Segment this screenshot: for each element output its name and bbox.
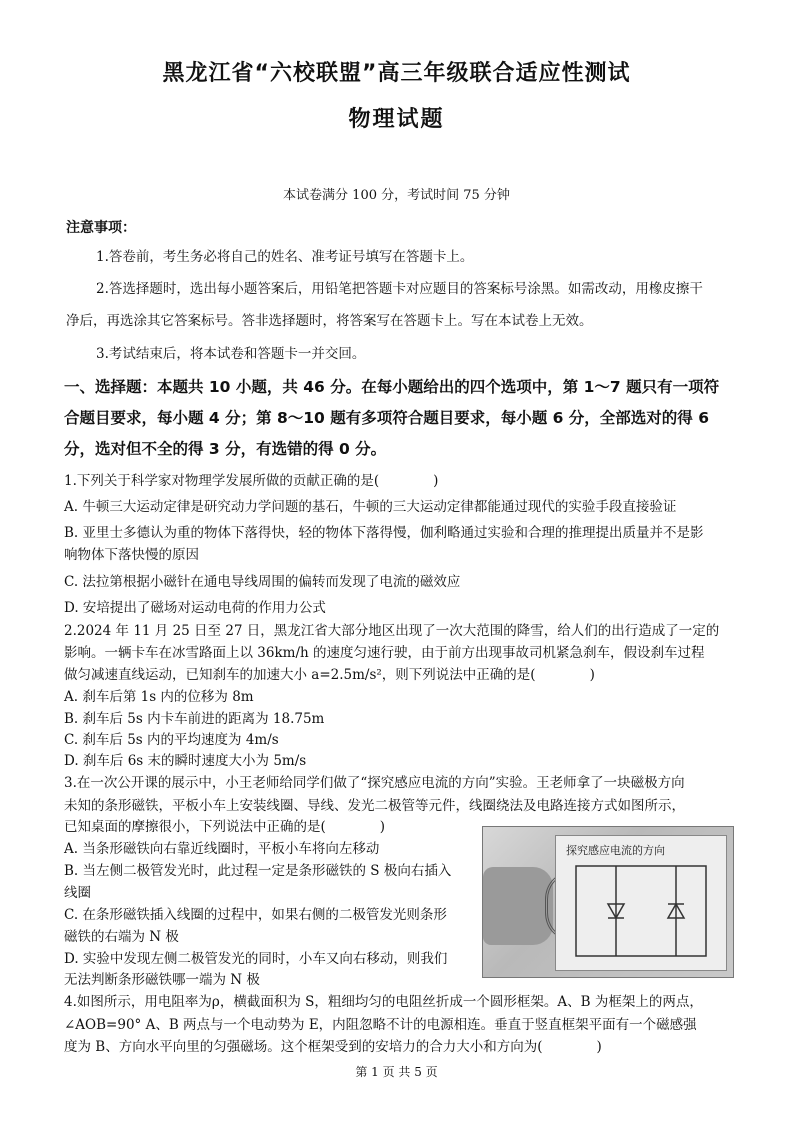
q1-option-d: D. 安培提出了磁场对运动电荷的作用力公式	[64, 600, 326, 616]
board-label: 探究感应电流的方向	[566, 844, 665, 857]
notice-heading: 注意事项：	[66, 220, 136, 236]
q3-stem: 3.在一次公开课的展示中，小王老师给同学们做了“探究感应电流的方向”实验。王老师拿了一块磁极方向	[64, 775, 685, 791]
q2-option-c: C. 刹车后 5s 内的平均速度为 4m/s	[64, 732, 279, 748]
section-heading-line-1: 一、选择题：本题共 10 小题，共 46 分。在每小题给出的四个选项中，第 1～7 题只有一项符	[64, 378, 720, 396]
section-heading-line-3: 分，选对但不全的得 3 分，有选错的得 0 分。	[64, 440, 387, 458]
exam-title: 黑龙江省“六校联盟”高三年级联合适应性测试	[162, 61, 631, 86]
diode-circuit-icon	[556, 836, 726, 970]
hand-with-magnet	[483, 867, 553, 945]
q3-option-a: A. 当条形磁铁向右靠近线圈时，平板小车将向左移动	[64, 841, 380, 857]
q2-option-b: B. 刹车后 5s 内卡车前进的距离为 18.75m	[64, 711, 325, 727]
q2-stem: 2.2024 年 11 月 25 日至 27 日，黑龙江省大部分地区出现了一次大范围的降雪，给人们的出行造成了一定的	[64, 623, 720, 639]
q1-option-a: A. 牛顿三大运动定律是研究动力学问题的基石，牛顿的三大运动定律都能通过现代的实验手段直接验证	[64, 499, 677, 515]
notice-item-1: 1.答卷前，考生务必将自己的姓名、准考证号填写在答题卡上。	[96, 249, 474, 265]
notice-item-3: 3.考试结束后，将本试卷和答题卡一并交回。	[96, 346, 366, 362]
page-footer: 第 1 页 共 5 页	[355, 1065, 438, 1079]
q3-option-c-cont: 磁铁的右端为 N 极	[64, 929, 179, 945]
exam-meta: 本试卷满分 100 分，考试时间 75 分钟	[283, 188, 510, 203]
q2-stem-cont-2: 做匀减速直线运动，已知刹车的加速大小 a=2.5m/s²，则下列说法中正确的是( )	[64, 667, 595, 683]
q3-option-d: D. 实验中发现左侧二极管发光的同时，小车又向右移动，则我们	[64, 951, 448, 967]
q3-option-b-cont: 线圈	[64, 885, 91, 901]
q1-option-b: B. 亚里士多德认为重的物体下落得快，轻的物体下落得慢，伽利略通过实验和合理的推理提出质量并不是影	[64, 525, 704, 541]
q4-stem-cont-2: 度为 B、方向水平向里的匀强磁场。这个框架受到的安培力的合力大小和方向为( )	[64, 1039, 602, 1055]
notice-item-2: 2.答选择题时，选出每小题答案后，用铅笔把答题卡对应题目的答案标号涂黑。如需改动，用橡皮擦干	[96, 281, 703, 297]
q2-option-d: D. 刹车后 6s 末的瞬时速度大小为 5m/s	[64, 753, 307, 769]
q3-option-b: B. 当左侧二极管发光时，此过程一定是条形磁铁的 S 极向右插入	[64, 863, 452, 879]
subject-title: 物理试题	[348, 107, 445, 132]
q3-stem-cont-2: 已知桌面的摩擦很小，下列说法中正确的是( )	[64, 819, 386, 835]
notice-item-2-cont: 净后，再选涂其它答案标号。答非选择题时，将答案写在答题卡上。写在本试卷上无效。	[66, 313, 593, 329]
q2-option-a: A. 刹车后第 1s 内的位移为 8m	[64, 689, 254, 705]
q3-option-c: C. 在条形磁铁插入线圈的过程中，如果右侧的二极管发光则条形	[64, 907, 447, 923]
q1-stem: 1.下列关于科学家对物理学发展所做的贡献正确的是( )	[64, 473, 439, 489]
section-heading-line-2: 合题目要求，每小题 4 分；第 8～10 题有多项符合题目要求，每小题 6 分，全部选对的得 6	[64, 409, 709, 427]
experiment-photo	[482, 826, 734, 978]
q3-stem-cont-1: 未知的条形磁铁，平板小车上安装线圈、导线、发光二极管等元件，线圈绕法及电路连接方式如图所示，	[64, 798, 685, 814]
q1-option-b-cont: 响物体下落快慢的原因	[64, 547, 199, 563]
circuit-board	[555, 835, 727, 971]
q4-stem-cont-1: ∠AOB=90° A、B 两点与一个电动势为 E，内阻忽略不计的电源相连。垂直于竖直框架平面有一个磁感强	[64, 1017, 697, 1033]
q1-option-c: C. 法拉第根据小磁针在通电导线周围的偏转而发现了电流的磁效应	[64, 574, 461, 590]
q3-option-d-cont: 无法判断条形磁铁哪一端为 N 极	[64, 972, 260, 988]
q2-stem-cont-1: 影响。一辆卡车在冰雪路面上以 36km/h 的速度匀速行驶，由于前方出现事故司机紧急刹车，假设刹车过程	[64, 645, 705, 661]
q4-stem: 4.如图所示，用电阻率为ρ，横截面积为 S，粗细均匀的电阻丝折成一个圆形框架。A、B 为框架上的两点，	[64, 994, 703, 1010]
